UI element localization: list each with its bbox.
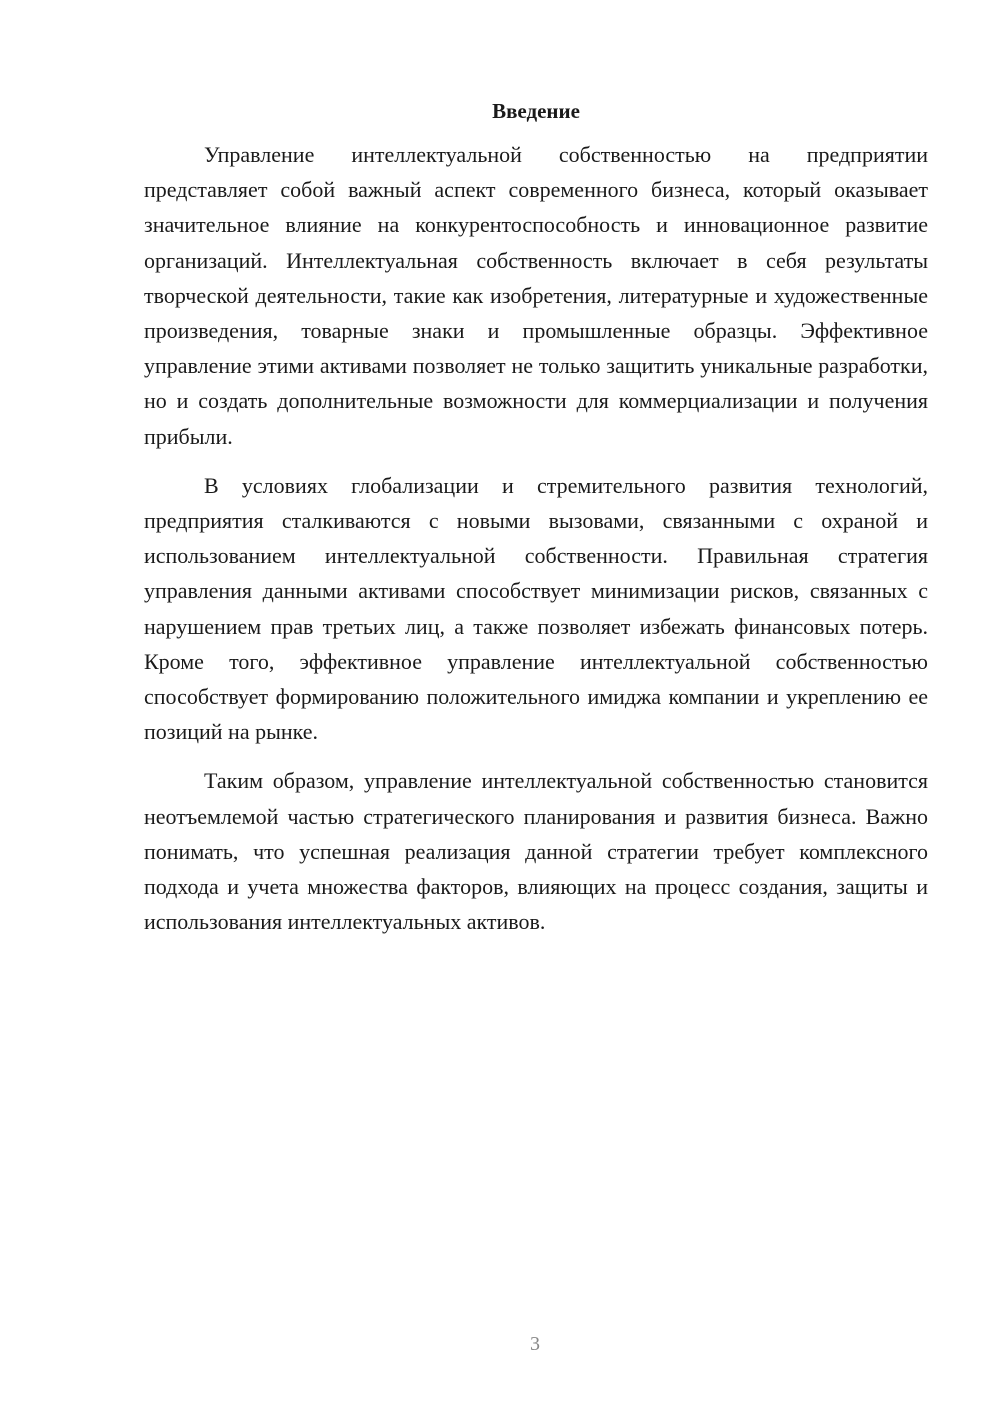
paragraph-1: Управление интеллектуальной собственностью на предприятии представляет собой важный аспект современного бизнеса, который оказывает значительное влияние на конкурентоспособность и инновационное развитие организаций. Интеллектуальная собственность включает в себя результаты творческой деятельности, такие как изобретения, литературные и художественные произведения, товарные знаки и промышленные образцы. Эффективное управление этими активами позволяет не только защитить уникальные разработки, но и создать дополнительные возможности для коммерциализации и получения прибыли. xyxy=(144,142,928,449)
section-title: Введение xyxy=(492,99,580,123)
page-number: 3 xyxy=(530,1333,540,1355)
paragraph-2: В условиях глобализации и стремительного развития технологий, предприятия сталкиваются с новыми вызовами, связанными с охраной и использованием интеллектуальной собственности. Правильная стратегия управления данными активами способствует минимизации рисков, связанных с нарушением прав третьих лиц, а также позволяет избежать финансовых потерь. Кроме того, эффективное управление интеллектуальной собственностью способствует формированию положительного имиджа компании и укреплению ее позиций на рынке. xyxy=(144,472,928,745)
paragraph-3: Таким образом, управление интеллектуальной собственностью становится неотъемлемой частью стратегического планирования и развития бизнеса. Важно понимать, что успешная реализация данной стратегии требует комплексного подхода и учета множества факторов, влияющих на процесс создания, защиты и использования интеллектуальных активов. xyxy=(144,768,928,935)
document-body xyxy=(144,96,928,953)
